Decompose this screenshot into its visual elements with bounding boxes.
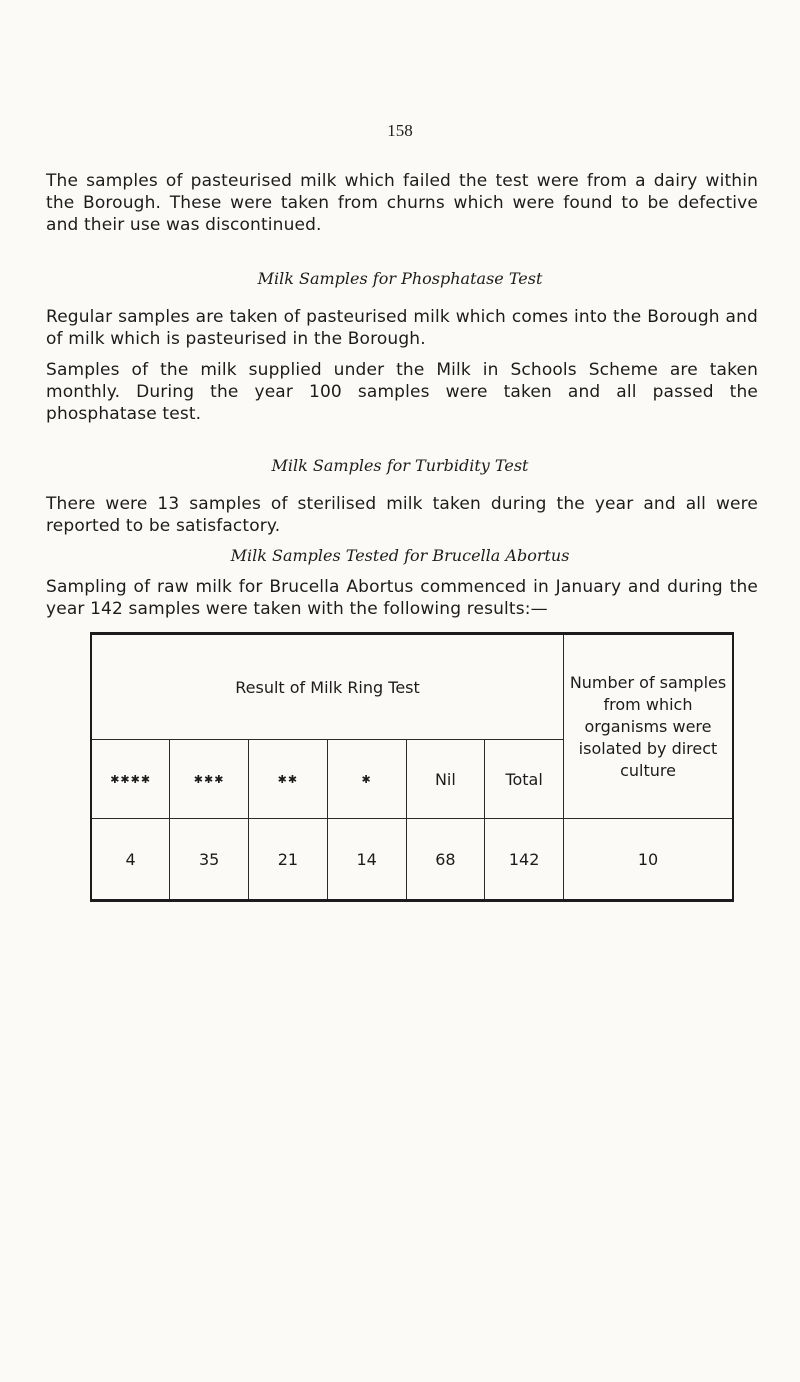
column-header-total: Total: [485, 740, 564, 819]
cell-two-stars: 21: [249, 819, 328, 901]
cell-total: 142: [485, 819, 564, 901]
side-header-organisms-isolated: Number of samples from which organisms were isolated by direct culture: [564, 634, 734, 819]
cell-nil: 68: [406, 819, 485, 901]
cell-organisms-isolated: 10: [564, 819, 734, 901]
table-header-row: [91, 634, 733, 740]
group-header-milk-ring-test: Result of Milk Ring Test: [91, 634, 564, 740]
results-table: [90, 632, 734, 902]
paragraph-pasteurised-failures: The samples of pasteurised milk which failed the test were from a dairy within the Borough. These were taken from churns which were found to be defective and their use was discontinued.: [46, 171, 758, 235]
page-number: 158: [387, 121, 413, 140]
column-header-two-stars: ✱✱: [249, 740, 328, 819]
cell-one-star: 14: [327, 819, 406, 901]
paragraph-sterilised-milk: There were 13 samples of sterilised milk taken during the year and all were reported to be satisfactory.: [46, 494, 758, 536]
table-row: [91, 819, 733, 901]
cell-three-stars: 35: [170, 819, 249, 901]
column-header-four-stars: ✱✱✱✱: [91, 740, 170, 819]
paragraph-brucella-sampling: Sampling of raw milk for Brucella Abortus commenced in January and during the year 142 samples were taken with the following results:—: [46, 577, 758, 619]
paragraph-regular-samples: Regular samples are taken of pasteurised milk which comes into the Borough and of milk which is pasteurised in the Borough.: [46, 307, 758, 349]
column-header-nil: Nil: [406, 740, 485, 819]
heading-turbidity-test: Milk Samples for Turbidity Test: [271, 456, 529, 475]
heading-brucella-abortus: Milk Samples Tested for Brucella Abortus: [230, 546, 570, 565]
paragraph-milk-in-schools: Samples of the milk supplied under the Milk in Schools Scheme are taken monthly. During the year 100 samples were taken and all passed the phosphatase test.: [46, 360, 758, 424]
cell-four-stars: 4: [91, 819, 170, 901]
heading-phosphatase-test: Milk Samples for Phosphatase Test: [257, 269, 543, 288]
column-header-one-star: ✱: [327, 740, 406, 819]
column-header-three-stars: ✱✱✱: [170, 740, 249, 819]
